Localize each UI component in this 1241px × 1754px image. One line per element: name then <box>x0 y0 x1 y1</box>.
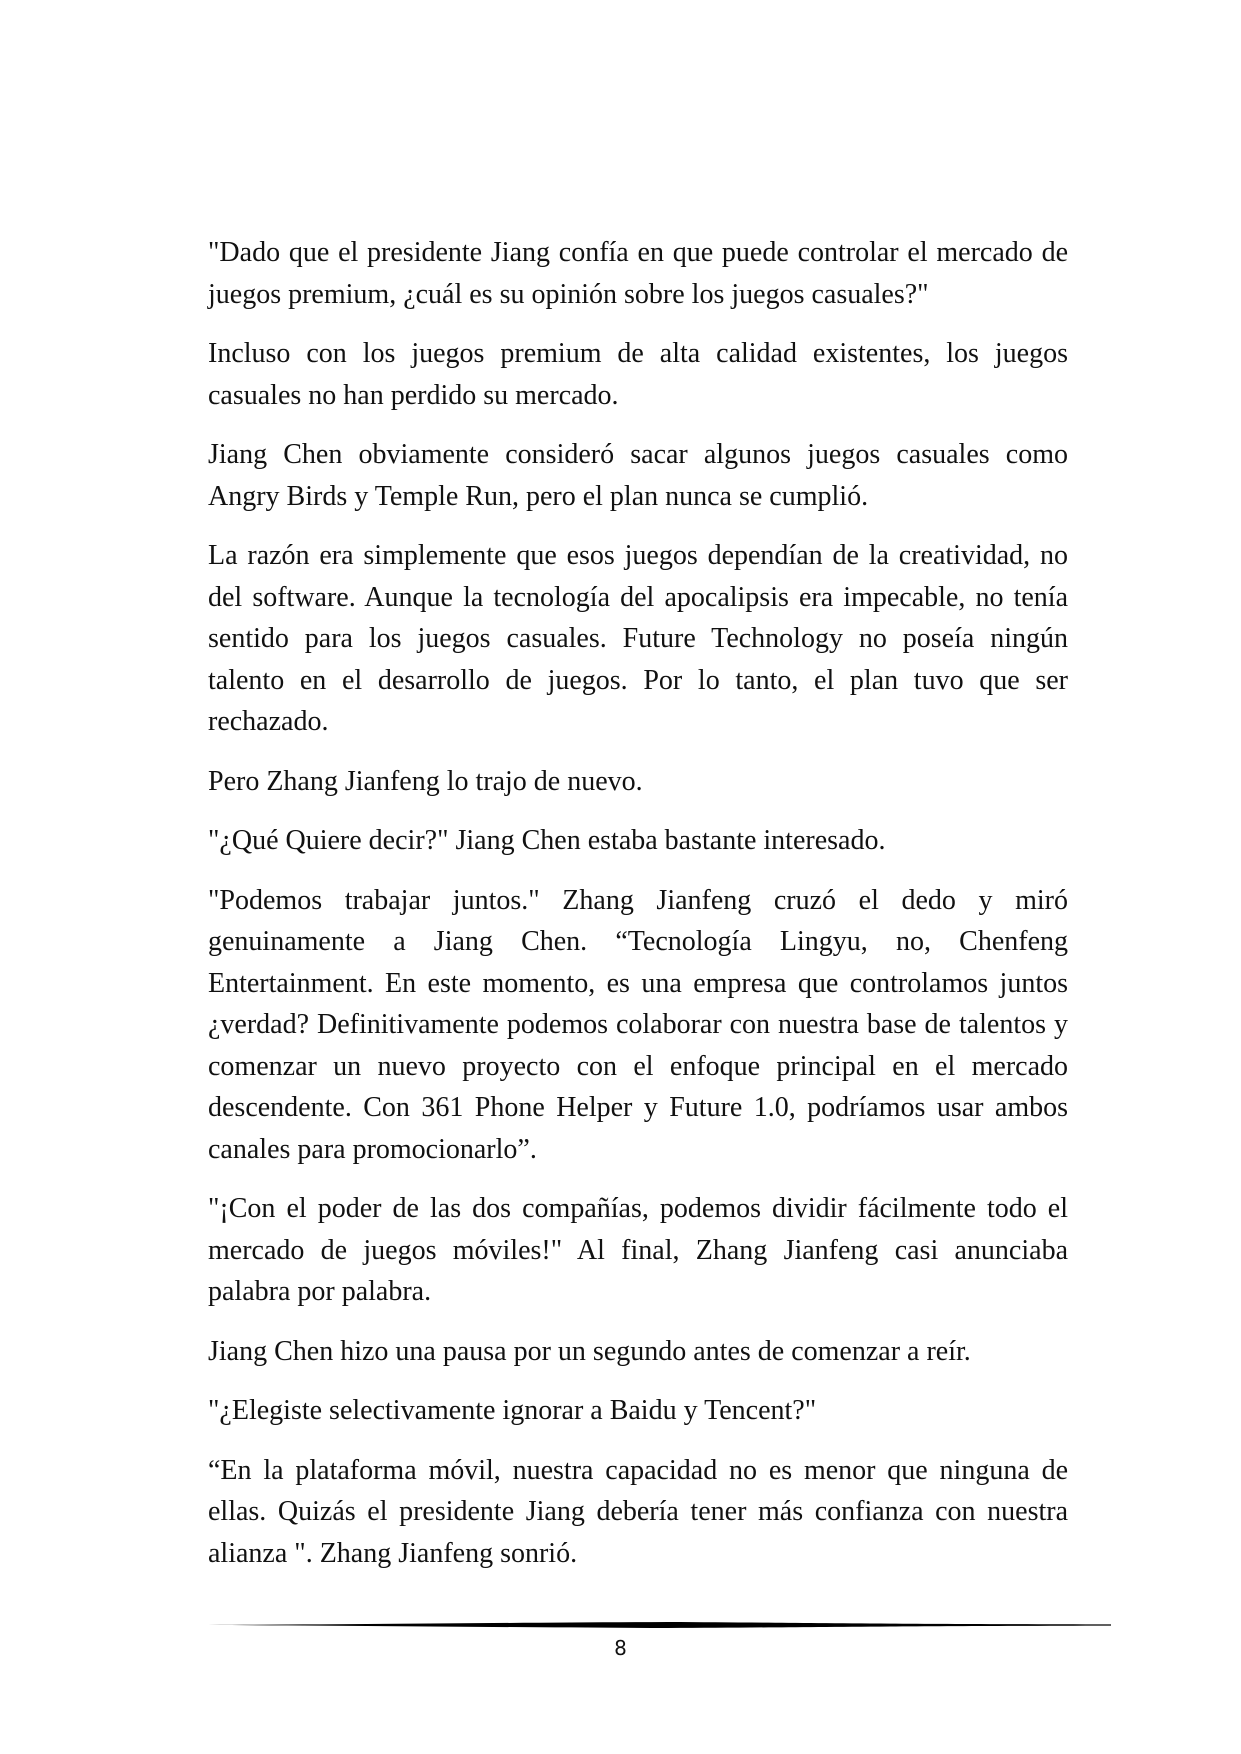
paragraph: La razón era simplemente que esos juegos dependían de la creatividad, no del software. Aunque la tecnología del apocalipsis era impecable, no tenía sentido para los juegos casuales. Future Technology no poseía ningún talento en el desarrollo de juegos. Por lo tanto, el plan tuvo que ser rechazado. <box>208 540 1068 737</box>
paragraph: Jiang Chen hizo una pausa por un segundo antes de comenzar a reír. <box>208 1335 971 1367</box>
paragraph: “En la plataforma móvil, nuestra capacidad no es menor que ninguna de ellas. Quizás el presidente Jiang debería tener más confianza con nuestra alianza ". Zhang Jianfeng sonrió. <box>208 1454 1068 1569</box>
footer-divider <box>208 1619 1111 1631</box>
paragraph: Jiang Chen obviamente consideró sacar algunos juegos casuales como Angry Birds y Temple Run, pero el plan nunca se cumplió. <box>208 439 1068 512</box>
paragraph: "¿Qué Quiere decir?" Jiang Chen estaba bastante interesado. <box>208 825 886 856</box>
paragraph: "Dado que el presidente Jiang confía en que puede controlar el mercado de juegos premium, ¿cuál es su opinión sobre los juegos casuales?" <box>208 237 1068 310</box>
body-text <box>208 232 1068 1574</box>
paragraph: "¡Con el poder de las dos compañías, podemos dividir fácilmente todo el mercado de juegos móviles!" Al final, Zhang Jianfeng casi anunciaba palabra por palabra. <box>208 1193 1068 1307</box>
paragraph: "Podemos trabajar juntos." Zhang Jianfeng cruzó el dedo y miró genuinamente a Jiang Chen. “Tecnología Lingyu, no, Chenfeng Entertainment. En este momento, es una empresa que controlamos juntos ¿verdad? Definitivamente podemos colaborar con nuestra base de talentos y comenzar un nuevo proyecto con el enfoque principal en el mercado descendente. Con 361 Phone Helper y Future 1.0, podríamos usar ambos canales para promocionarlo”. <box>208 884 1068 1165</box>
page-number: 8 <box>614 1636 627 1660</box>
paragraph: Incluso con los juegos premium de alta calidad existentes, los juegos casuales no han perdido su mercado. <box>208 338 1068 411</box>
paragraph: "¿Elegiste selectivamente ignorar a Baidu y Tencent?" <box>208 1395 817 1426</box>
paragraph: Pero Zhang Jianfeng lo trajo de nuevo. <box>208 765 643 797</box>
